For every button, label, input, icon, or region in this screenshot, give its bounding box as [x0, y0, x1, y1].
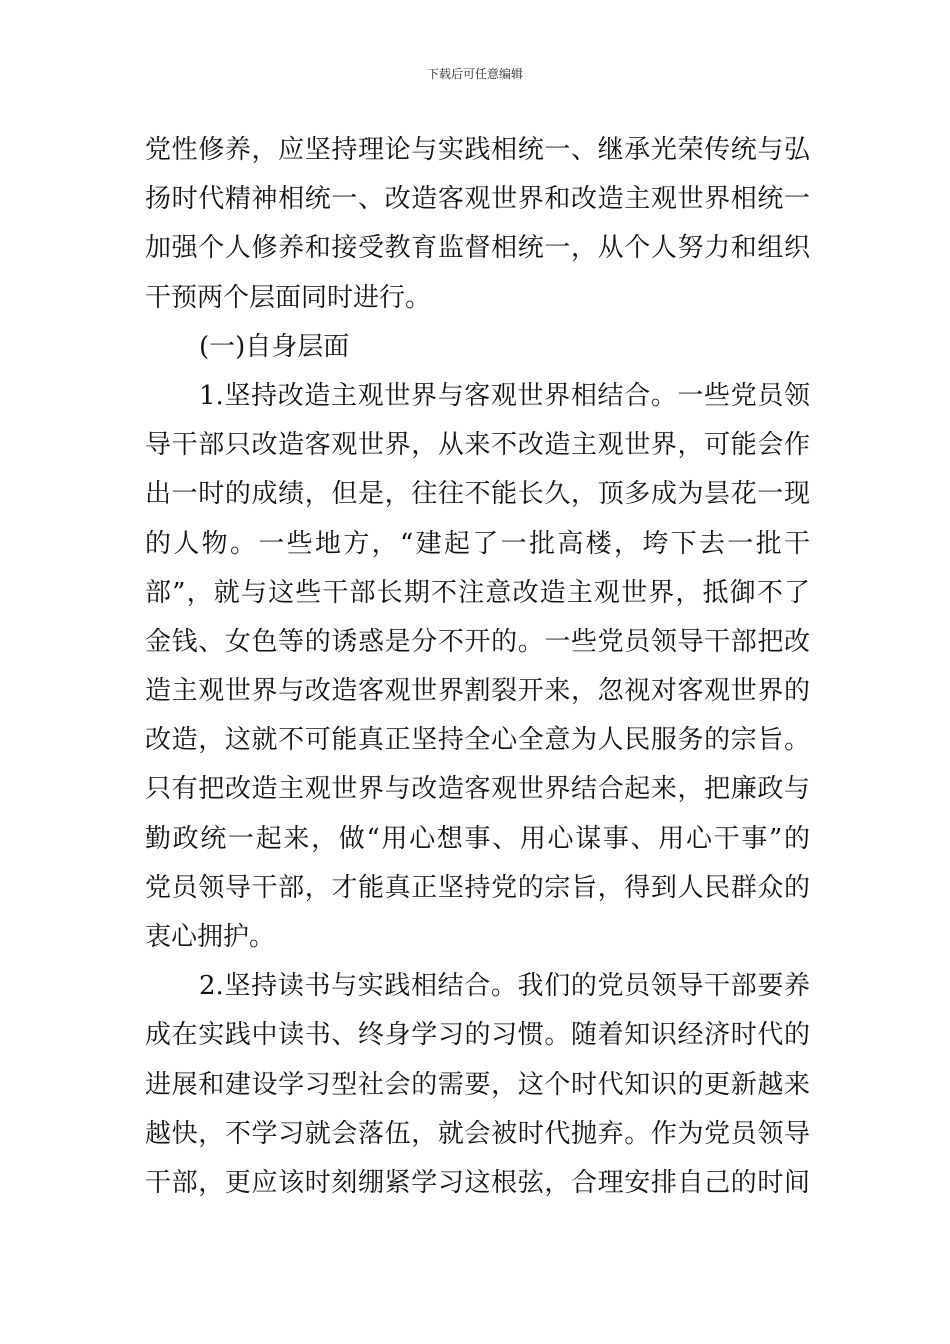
text-line: 干部，更应该时刻绷紧学习这根弦，合理安排自己的时间: [145, 1167, 810, 1198]
text-line: 党性修养，应坚持理论与实践相统一、继承光荣传统与弘: [145, 135, 810, 165]
text-line: 改造，这就不可能真正坚持全心全意为人民服务的宗旨。: [145, 725, 810, 756]
paragraph: [145, 323, 810, 372]
paragraph: [145, 126, 810, 323]
text-line: 部”，就与这些干部长期不注意改造主观世界，抵御不了: [145, 577, 810, 608]
text-line: 干预两个层面同时进行。: [145, 282, 432, 313]
text-line: 1.坚持改造主观世界与客观世界相结合。一些党员领: [199, 380, 810, 411]
text-line: 越快，不学习就会落伍，就会被时代抛弃。作为党员领导: [145, 1118, 810, 1149]
text-line: 勤政统一起来，做“用心想事、用心谋事、用心干事”的: [145, 823, 810, 854]
document-body: [145, 126, 810, 1208]
text-line: 加强个人修养和接受教育监督相统一，从个人努力和组织: [145, 233, 810, 264]
text-line: 扬时代精神相统一、改造客观世界和改造主观世界相统一: [145, 184, 810, 215]
text-line: 造主观世界与改造客观世界割裂开来，忽视对客观世界的: [145, 676, 810, 707]
text-line: 进展和建设学习型社会的需要，这个时代知识的更新越来: [145, 1069, 810, 1100]
text-line: 2.坚持读书与实践相结合。我们的党员领导干部要养: [199, 971, 810, 1002]
text-line: 金钱、女色等的诱惑是分不开的。一些党员领导干部把改: [145, 626, 810, 657]
text-line: 只有把改造主观世界与改造客观世界结合起来，把廉政与: [145, 774, 810, 805]
text-line: 导干部只改造客观世界，从来不改造主观世界，可能会作: [145, 430, 810, 461]
text-line: 党员领导干部，才能真正坚持党的宗旨，得到人民群众的: [145, 872, 810, 903]
paragraph: [145, 372, 810, 962]
paragraph: [145, 962, 810, 1208]
text-line: 成在实践中读书、终身学习的习惯。随着知识经济时代的: [145, 1020, 810, 1051]
text-line: 出一时的成绩，但是，往往不能长久，顶多成为昙花一现: [145, 479, 810, 510]
text-line: 衷心拥护。: [145, 922, 276, 952]
page-header: 下载后可任意编辑: [426, 67, 523, 81]
text-line: (一)自身层面: [199, 331, 350, 362]
text-line: 的人物。一些地方，“建起了一批高楼，垮下去一批干: [145, 528, 810, 559]
